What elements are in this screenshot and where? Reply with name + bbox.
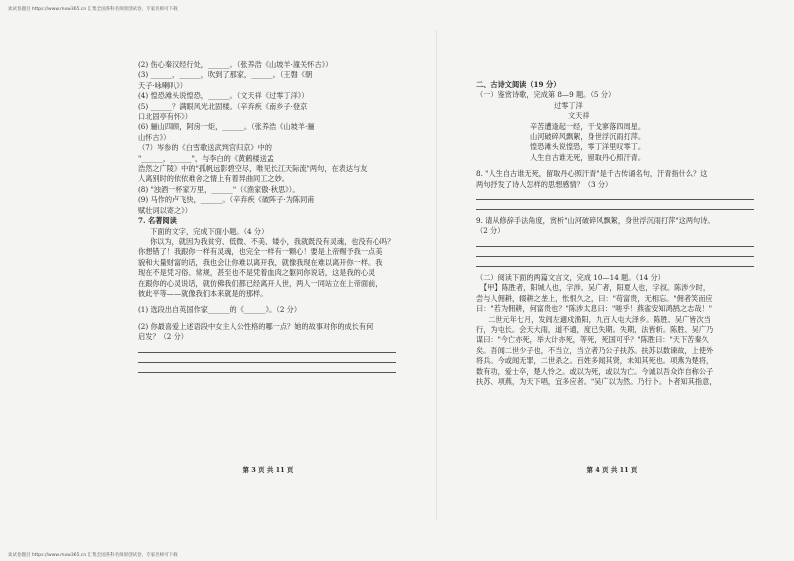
passage-line-5: 在跟你的心灵说话，就仿佛我们都已经离开人世，两人一同站立在上帝面前， [138, 278, 383, 288]
passage-line-1: 你以为，就因为我贫穷、低微、不美、矮小，我就既没有灵魂，也没有心吗？ [150, 236, 395, 246]
passage-line-4: 现在不是凭习俗、常规，甚至也不是凭着血肉之躯同你说话，这是我的心灵 [138, 268, 376, 278]
question-3-line-2: 天子·咏喇叭》） [138, 80, 187, 90]
answer-line[interactable] [138, 343, 396, 353]
classical-text-line-1: 【甲】陈胜者，阳城人也，字涉。吴广者，阳夏人也，字叔。陈涉少时， [480, 283, 711, 293]
poem-line-3: 惶恐滩头说惶恐，零丁洋里叹零丁。 [530, 142, 646, 152]
question-4: (4) 惶恐滩头说惶恐，______。（文天祥《过零丁洋》） [138, 91, 309, 101]
poem-line-1: 辛苦遭逢起一经，干戈寥落四周星。 [530, 121, 646, 131]
question-9-line-2: 赋壮词以寄之》） [138, 205, 192, 215]
right-page-number: 第 4 页 共 11 页 [586, 466, 638, 474]
page-fold-divider [436, 30, 437, 520]
answer-line[interactable] [138, 363, 396, 373]
reading-question-1: (1) 选段出自英国作家______的《______》。（2 分） [138, 305, 302, 315]
passage-line-6: 彼此平等——就像我们本来就是的那样。 [138, 288, 268, 298]
answer-line[interactable] [476, 190, 754, 200]
question-8-line-2: 两句抒发了诗人怎样的思想感情？（3 分） [476, 179, 613, 189]
answer-line[interactable] [476, 200, 754, 210]
reading-question-2-line-2: 启发？（2 分） [138, 332, 188, 342]
answer-line[interactable] [476, 237, 754, 247]
question-7-line-4: 人离别时的依依难舍之情上有着异曲同工之妙。 [138, 174, 289, 184]
classical-text-line-2: 尝与人佣耕，辍耕之垄上，怅恨久之，曰："苟富贵，无相忘。"佣者笑而应 [476, 293, 713, 303]
site-header-text: 欢试卷题目 https://www.mxw365.cn 汇集全国各科名师原创试卷，专家名师可下载 [8, 7, 178, 12]
question-9-line-1: (9) 马作的卢飞快，______。（辛弃疾《破阵子·为陈同甫 [138, 195, 315, 205]
classical-text-line-3: 曰："若为佣耕，何富贵也？"陈涉太息曰："嗟乎！燕雀安知鸿鹄之志哉！" [476, 304, 713, 314]
poem-line-4: 人生自古谁无死，留取丹心照汗青。 [530, 152, 646, 162]
poem-author: 文天祥 [568, 111, 590, 121]
passage-line-2: 你想错了！我跟你一样有灵魂，也完全一样有一颗心！要是上帝赐予我一点美 [138, 247, 383, 257]
passage-line-3: 貌和大量财富的话，我也会让你难以离开我，就像我现在难以离开你一样。我 [138, 257, 383, 267]
question-7-line-2: "______，______"，与李白的《黄鹤楼送孟 [138, 153, 274, 163]
classical-text-line-8: 将兵。今或闻无罪，二世杀之。百姓多闻其贤，未知其死也。项燕为楚将， [476, 356, 714, 366]
question-5-line-2: 口北固亭有怀》） [138, 112, 192, 122]
answer-line[interactable] [138, 353, 396, 363]
classical-text-line-7: 矣。吾闻二世少子也，不当立，当立者乃公子扶苏。扶苏以数谏故，上使外 [476, 345, 714, 355]
reading-question-2-line-1: (2) 你最喜爱上述语段中女主人公性格的哪一点？她的故事对你的成长有何 [138, 321, 374, 331]
question-8-line-1: 8. "人生自古谁无死，留取丹心照汗青"是千古传诵名句，汗青指什么？这 [476, 169, 708, 179]
left-page [138, 60, 396, 373]
poem-title: 过零丁洋 [554, 100, 583, 110]
classical-text-line-9: 数有功，爱士卒，楚人怜之。或以为死，或以为亡。今诚以吾众诈自称公子 [476, 366, 714, 376]
question-7-line-3: 浩然之广陵》中的"孤帆远影碧空尽，唯见长江天际流"两句，在表达与友 [138, 164, 368, 174]
passage-instruction: 下面的文字，完成下面小题。（4 分） [150, 226, 269, 236]
answer-line[interactable] [476, 247, 754, 257]
site-footer-text: 欢试卷题目 https://www.mxw365.cn 汇集全国各科名师原创试卷，专家名师可下载 [8, 553, 178, 558]
section-7-heading: 7. 名著阅读 [138, 216, 177, 226]
classical-section-heading: （二）阅读下面的两篇文言文，完成 10—14 题。（14 分） [476, 272, 665, 282]
question-9-line-2: （2 分） [476, 226, 505, 236]
classical-text-line-4: 二世元年七月，发闾左適戍渔阳，九百人屯大泽乡。陈胜、吴广皆次当 [488, 314, 711, 324]
question-9-line-1: 9. 请从修辞手法角度，赏析"山河破碎风飘絮，身世浮沉雨打萍"这两句诗。 [476, 216, 715, 226]
question-6-line-2: 山怀古》） [138, 132, 171, 142]
question-3-line-1: (3) ______，______，吹到了那家，______。（王磐《朝 [138, 70, 313, 80]
poem-instruction: （一）鉴赏诗歌，完成第 8—9 题。（5 分） [476, 90, 616, 100]
poem-line-2: 山河破碎风飘絮，身世浮沉雨打萍。 [530, 132, 646, 142]
question-7-line-1: （7）岑参的《白雪歌送武判官归京》中的 [138, 143, 272, 153]
question-5-line-1: (5) ______？满眼风光北固楼。（辛弃疾《南乡子·登京 [138, 101, 308, 111]
left-page-number: 第 3 页 共 11 页 [242, 466, 294, 474]
classical-text-line-10: 扶苏、项燕，为天下唱，宜多应者。"吴广以为然。乃行卜。卜者知其指意， [476, 376, 717, 386]
classical-text-line-5: 行，为屯长。会天大雨，道不通，度已失期。失期，法皆斩。陈胜、吴广乃 [476, 324, 714, 334]
answer-line[interactable] [476, 257, 754, 267]
section-2-heading: 二、古诗文阅读（19 分） [476, 80, 561, 89]
question-6-line-1: (6) 骊山四顾，阿房一炬，______。（张养浩《山坡羊·骊 [138, 122, 315, 132]
right-page [476, 80, 754, 387]
question-2: (2) 伤心秦汉经行处，______。（张养浩《山坡羊·潼关怀古》） [138, 60, 333, 69]
question-8: (8) "浊酒一杯家万里，______"（《渔家傲·秋思》）。 [138, 184, 300, 194]
classical-text-line-6: 谋曰："今亡亦死，举大计亦死，等死，死国可乎？"陈胜曰："天下苦秦久 [476, 335, 709, 345]
